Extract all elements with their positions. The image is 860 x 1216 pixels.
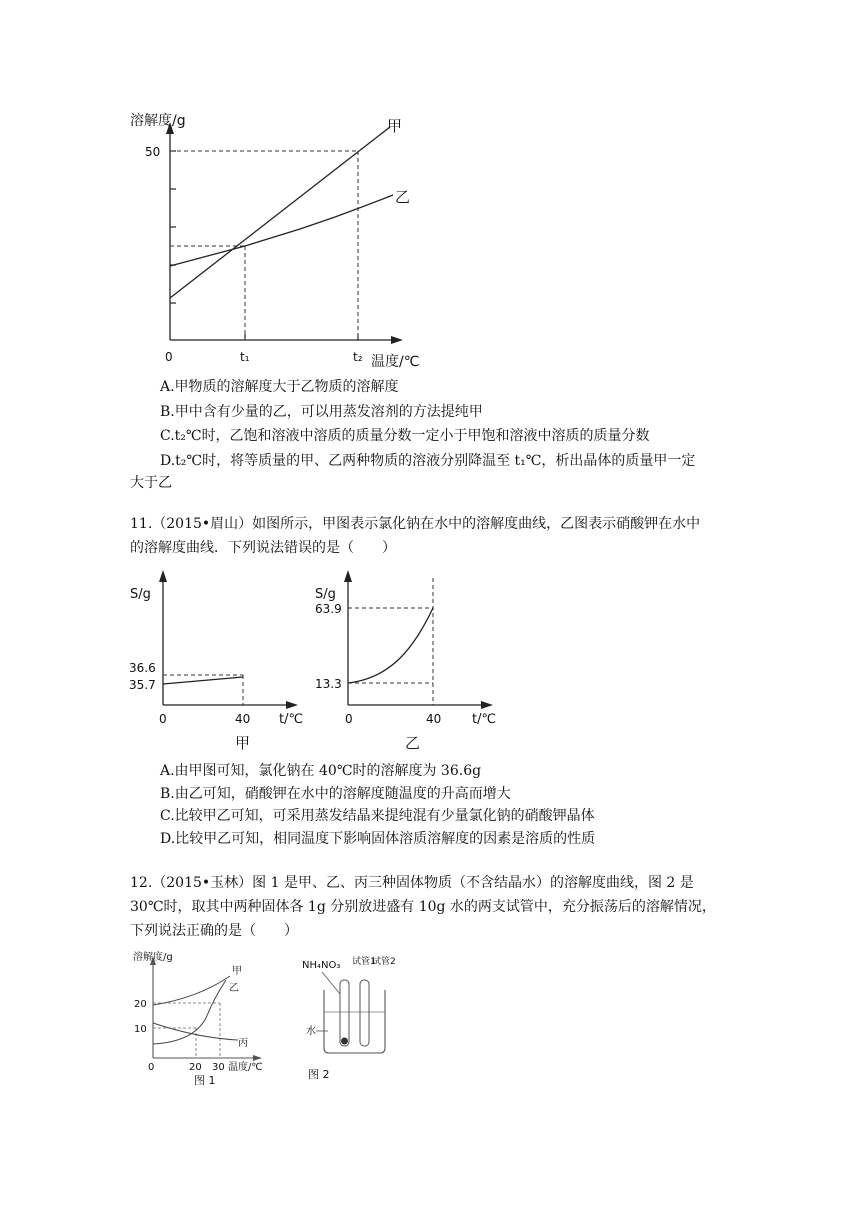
x-axis-arrow [391,336,403,344]
fig-yi-xlabel: t/℃ [472,712,497,727]
q11-option-b: B.由乙可知，硝酸钾在水中的溶解度随温度的升高而增大 [160,786,511,802]
fig2-tube-2 [360,980,369,1046]
fig2-beaker [324,990,385,1053]
series-label-yi: 乙 [395,188,411,206]
fig2-tube-1 [340,980,349,1046]
fig-jia-ylabel: S/g [130,587,151,602]
fig-yi-ylabel: S/g [315,587,336,602]
line-yi [170,195,393,266]
fig-yi-x40: 40 [426,712,442,726]
q10-option-d-cont: 大于乙 [130,475,172,491]
fig-yi-x0: 0 [345,712,353,726]
fig-jia-y-35-7: 35.7 [129,678,156,692]
fig1-x30: 30 [212,1062,225,1073]
y-tick-50: 50 [145,145,161,159]
q12-stem-line2: 30℃时，取其中两种固体各 1g 分别放进盛有 10g 水的两支试管中，充分振荡后的溶解情况， [130,899,716,915]
q11-option-c: C.比较甲乙可知，可采用蒸发结晶来提纯混有少量氯化钠的硝酸钾晶体 [160,808,595,824]
y-axis-label: 溶解度/g [130,113,186,129]
fig2-reagent-label: NH₄NO₃ [302,960,341,971]
kno3-curve [348,608,433,683]
fig1-x0: 0 [148,1062,155,1073]
fig-jia-xlabel: t/℃ [279,712,304,727]
q11-chart-yi [305,560,505,760]
fig1-xlabel: 温度/℃ [228,1062,263,1073]
fig1-x20: 20 [189,1062,202,1073]
fig2-water-label: 水 [306,1026,316,1037]
fig-jia-caption: 甲 [235,734,251,752]
fig1-curve-bing [153,1023,238,1040]
fig1-label-jia: 甲 [232,966,242,977]
q11-stem-line1: 11.（2015•眉山）如图所示，甲图表示氯化钠在水中的溶解度曲线，乙图表示硝酸钾在水中 [130,516,701,532]
x-axis-label: 温度/℃ [371,354,420,370]
fig2-tube2-label: 试管2 [372,957,396,967]
q10-option-d: D.t₂℃时，将等质量的甲、乙两种物质的溶液分别降温至 t₁℃，析出晶体的质量甲一定 [160,453,696,469]
fig1-y10: 10 [134,1024,147,1035]
origin-label: 0 [165,350,173,364]
fig-jia-x0: 0 [159,712,167,726]
fig1-curve-yi [153,980,226,1044]
q11-stem-line2: 的溶解度曲线．下列说法错误的是（ ） [130,540,396,556]
fig1-y20: 20 [134,999,147,1010]
q10-option-b: B.甲中含有少量的乙，可以用蒸发溶剂的方法提纯甲 [160,404,483,420]
q12-fig1-chart [128,948,288,1093]
fig1-label-yi: 乙 [229,983,239,994]
fig2-undissolved-solid [341,1038,348,1045]
fig1-curve-jia [153,976,230,1005]
x-tick-t2: t₂ [353,350,363,364]
line-jia [170,127,390,298]
q11-chart-jia [125,560,310,760]
fig1-label-bing: 丙 [238,1038,248,1049]
q12-fig2-apparatus [300,950,405,1085]
fig-yi-y-13-3: 13.3 [315,677,342,691]
nacl-curve [163,677,243,684]
fig1-ylabel: 溶解度/g [133,952,173,963]
fig2-caption: 图 2 [308,1068,330,1081]
q10-solubility-chart [125,105,435,380]
q11-option-a: A.由甲图可知，氯化钠在 40℃时的溶解度为 36.6g [160,763,482,779]
series-label-jia: 甲 [387,117,403,135]
q10-option-a: A.甲物质的溶解度大于乙物质的溶解度 [160,379,399,395]
fig-jia-y-36-6: 36.6 [129,661,156,675]
fig2-tube1-label: 试管1 [352,957,376,967]
x-tick-t1: t₁ [240,350,250,364]
fig1-caption: 图 1 [194,1074,216,1087]
q11-option-d: D.比较甲乙可知，相同温度下影响固体溶质溶解度的因素是溶质的性质 [160,831,596,847]
fig-yi-caption: 乙 [405,734,421,752]
q12-stem-line1: 12.（2015•玉林）图 1 是甲、乙、丙三种固体物质（不含结晶水）的溶解度曲线，图 2 是 [130,875,694,891]
q12-stem-line3: 下列说法正确的是（ ） [130,923,298,939]
q10-option-c: C.t₂℃时，乙饱和溶液中溶质的质量分数一定小于甲饱和溶液中溶质的质量分数 [160,428,650,444]
fig-jia-x40: 40 [235,712,251,726]
fig-yi-y-63-9: 63.9 [315,602,342,616]
